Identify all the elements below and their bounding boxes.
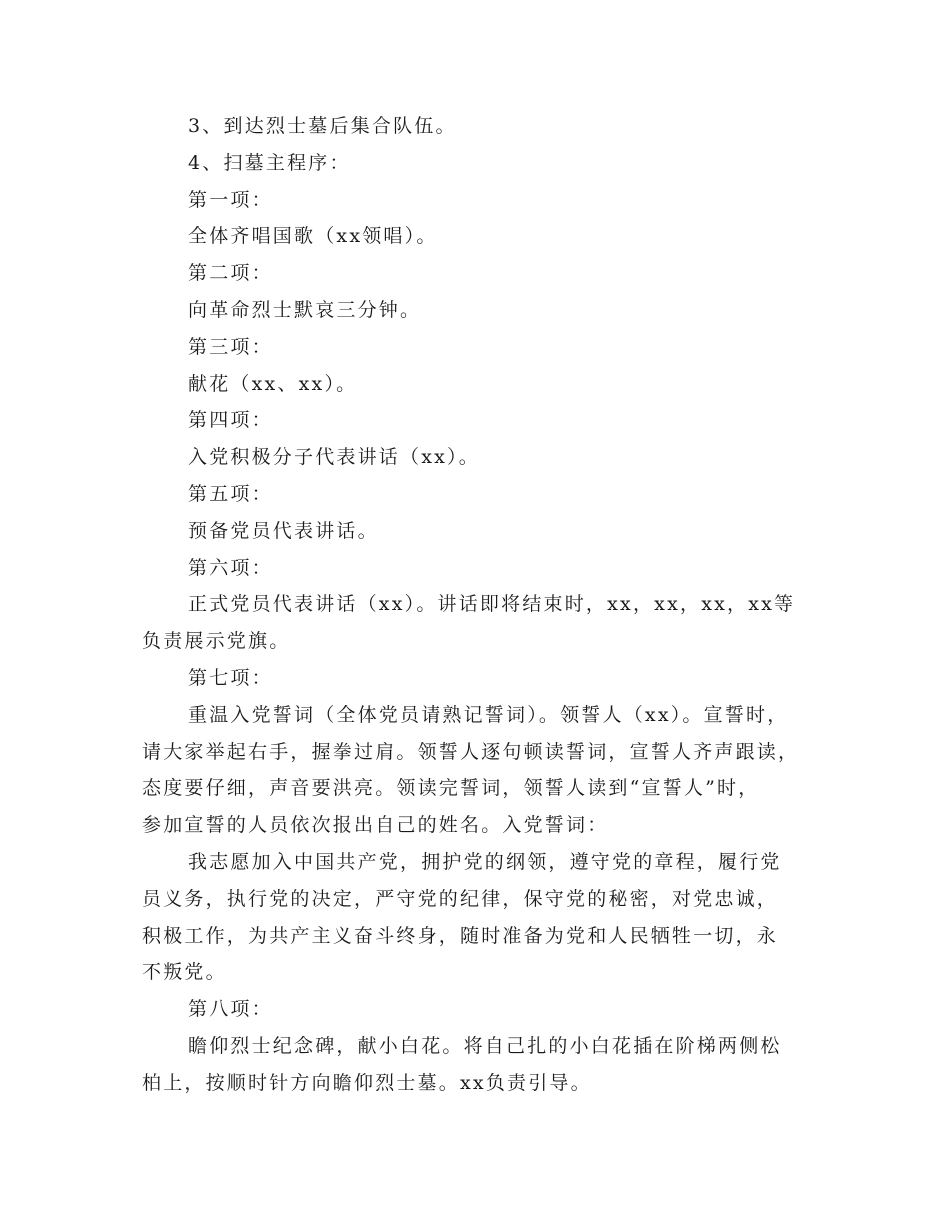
text-line-26: 瞻仰烈士纪念碑，献小白花。将自己扎的小白花插在阶梯两侧松 (188, 1034, 782, 1057)
text-line-27: 柏上，按顺时针方向瞻仰烈士墓。xx负责引导。 (142, 1071, 592, 1094)
text-line-13: 第六项： (188, 556, 273, 579)
document-body (142, 108, 810, 1102)
text-line-8: 献花（xx、xx）。 (188, 372, 358, 395)
text-line-12: 预备党员代表讲话。 (188, 519, 379, 542)
text-line-22: 员义务，执行党的决定，严守党的纪律，保守党的秘密，对党忠诚， (142, 887, 779, 910)
text-line-4: 全体齐唱国歌（xx领唱）。 (188, 225, 438, 248)
text-line-2: 4、扫墓主程序： (188, 151, 351, 174)
text-line-10: 入党积极分子代表讲话（xx）。 (188, 446, 480, 469)
text-line-14: 正式党员代表讲话（xx）。讲话即将结束时，xx，xx，xx，xx等 (188, 593, 796, 616)
text-line-25: 第八项： (188, 998, 273, 1021)
text-line-9: 第四项： (188, 409, 273, 432)
text-line-7: 第三项： (188, 335, 273, 358)
text-line-3: 第一项： (188, 188, 273, 211)
text-line-16: 第七项： (188, 666, 273, 689)
text-line-20: 参加宣誓的人员依次报出自己的姓名。入党誓词： (142, 814, 609, 837)
text-line-23: 积极工作，为共产主义奋斗终身，随时准备为党和人民牺牲一切，永 (142, 924, 779, 947)
text-line-21: 我志愿加入中国共产党，拥护党的纲领，遵守党的章程，履行党 (188, 850, 782, 873)
text-line-15: 负责展示党旗。 (142, 630, 291, 653)
text-line-19: 态度要仔细，声音要洪亮。领读完誓词，领誓人读到“宣誓人”时， (142, 777, 760, 800)
text-line-18: 请大家举起右手，握拳过肩。领誓人逐句顿读誓词，宣誓人齐声跟读， (142, 740, 800, 763)
text-line-17: 重温入党誓词（全体党员请熟记誓词）。领誓人（xx）。宣誓时， (188, 703, 789, 726)
text-line-24: 不叛党。 (142, 961, 227, 984)
text-line-5: 第二项： (188, 262, 273, 285)
text-line-1: 3、到达烈士墓后集合队伍。 (188, 115, 457, 137)
text-line-6: 向革命烈士默哀三分钟。 (188, 298, 422, 321)
text-line-11: 第五项： (188, 482, 273, 505)
